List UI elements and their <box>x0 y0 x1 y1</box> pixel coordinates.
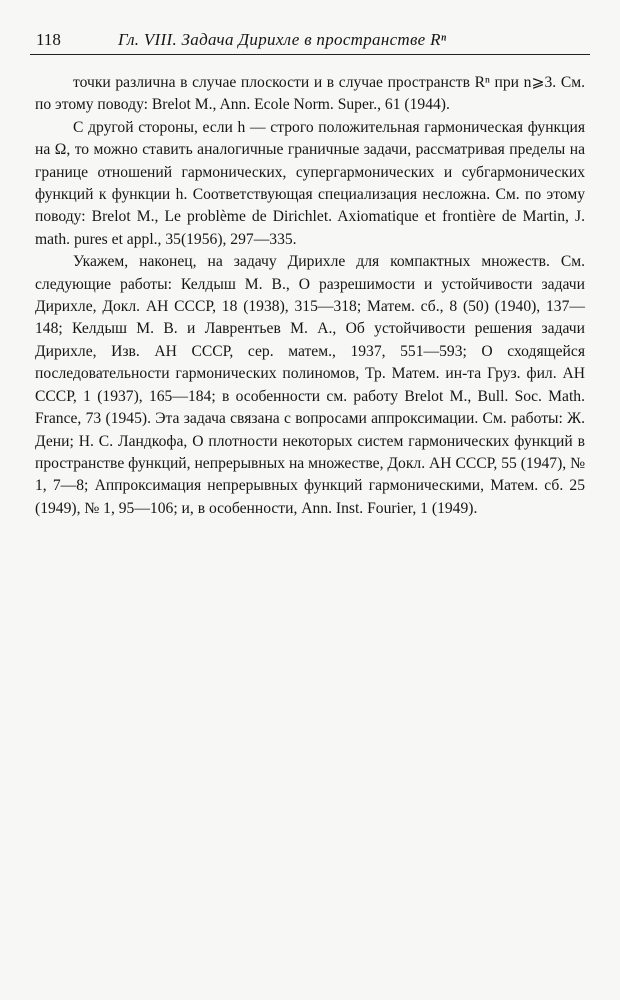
paragraph-2: С другой стороны, если h — строго положительная гармоническая функция на Ω, то можно ставить аналогичные граничные задачи, рассматривая пределы на границе отношений гармонических, супергармонических и субгармонических функций к функции h. Соответствующая специализация несложна. См. по этому поводу: Brelot M., Le problème de Dirichlet. Axiomatique et frontière de Martin, J. math. pures et appl., 35(1956), 297—335. <box>35 118 585 248</box>
running-title: Гл. VIII. Задача Дирихле в пространстве Rⁿ <box>118 30 447 49</box>
body-text <box>35 72 585 520</box>
page-number: 118 <box>36 30 61 49</box>
paragraph-1: точки различна в случае плоскости и в случае пространств Rⁿ при n⩾3. См. по этому поводу: Brelot M., Ann. Ecole Norm. Super., 61 (1944). <box>35 74 585 114</box>
page-header <box>30 24 590 55</box>
paragraph-3: Укажем, наконец, на задачу Дирихле для компактных множеств. См. следующие работы: Келдыш М. В., О разрешимости и устойчивости задачи Дирихле, Докл. АН СССР, 18 (1938), 315—318; Матем. сб., 8 (50) (1940), 137—148; Келдыш М. В. и Лаврентьев М. А., Об устойчивости решения задачи Дирихле, Изв. АН СССР, сер. матем., 1937, 551—593; О сходящейся последовательности гармонических полиномов, Тр. Матем. ин-та Груз. фил. АН СССР, 1 (1937), 165—184; в особенности см. работу Brelot M., Bull. Soc. Math. France, 73 (1945). Эта задача связана с вопросами аппроксимации. См. работы: Ж. Дени; Н. С. Ландкофа, О плотности некоторых систем гармонических функций в пространстве функций, непрерывных на множестве, Докл. АН СССР, 55 (1947), № 1, 7—8; Аппроксимация непрерывных функций гармоническими, Матем. сб. 25 (1949), № 1, 95—106; и, в особенности, Ann. Inst. Fourier, 1 (1949). <box>35 253 585 517</box>
